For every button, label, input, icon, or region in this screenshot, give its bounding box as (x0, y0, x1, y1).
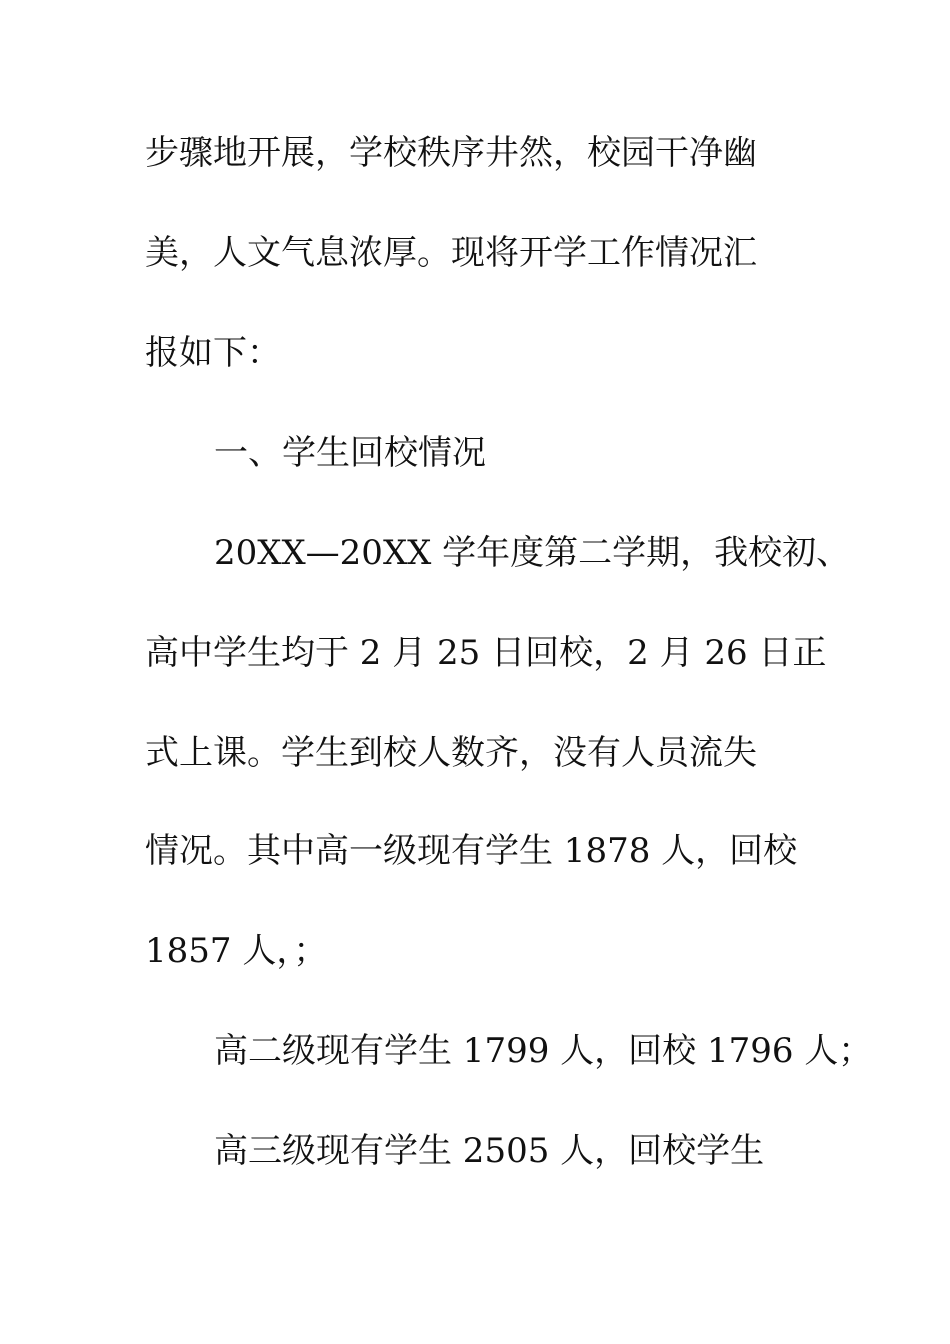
paragraph-line: 高中学生均于 2 月 25 日回校，2 月 26 日正 (145, 633, 827, 673)
paragraph-line: 1857 人，； (145, 931, 328, 971)
paragraph-line: 美，人文气息浓厚。现将开学工作情况汇 (145, 233, 757, 273)
paragraph-line: 20XX—20XX 学年度第二学期，我校初、 (214, 533, 851, 573)
paragraph-line: 步骤地开展，学校秩序井然，校园干净幽 (145, 133, 757, 173)
paragraph-line: 式上课。学生到校人数齐，没有人员流失 (145, 733, 757, 773)
paragraph-line: 高二级现有学生 1799 人，回校 1796 人； (214, 1031, 873, 1071)
paragraph-line: 报如下： (145, 333, 281, 373)
paragraph-line: 情况。其中高一级现有学生 1878 人，回校 (145, 831, 798, 871)
section-heading: 一、学生回校情况 (214, 433, 486, 473)
paragraph-line: 高三级现有学生 2505 人，回校学生 (214, 1131, 765, 1171)
